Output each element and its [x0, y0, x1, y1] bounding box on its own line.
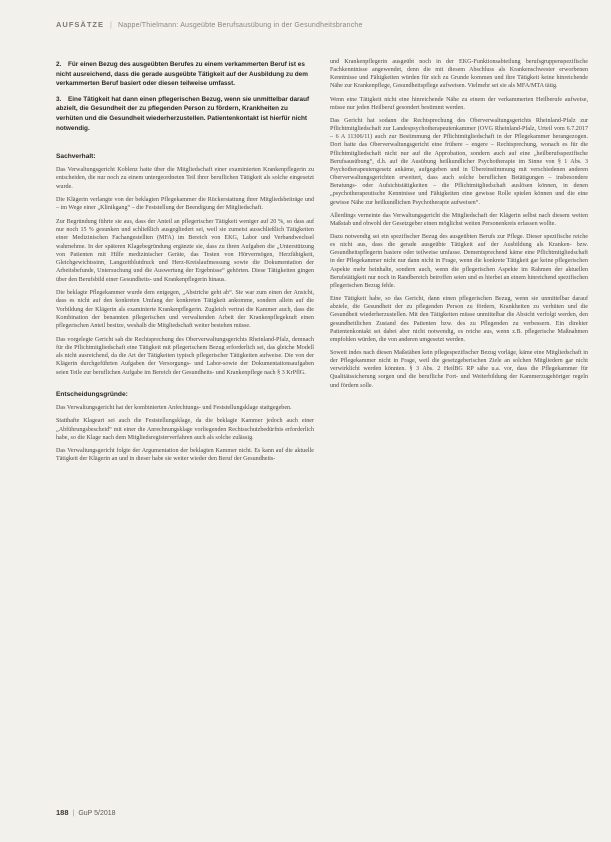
paragraph: Dazu notwendig sei ein spezifischer Bezug des ausgeübten Berufs zur Pflege. Dieser spezifische reiche es nicht aus, dass die gerade ausgeübte Tätigkeit auf der Ausbildung als Kranken- bzw. Gesundheitspflegerin basiere oder teilweise umfasse. Dementsprechend käme eine Pflichtmitgliedschaft in der Pflegekammer nicht nur dann nicht in Frage, wenn die konkrete Tätigkeit gar keine pflegerischen Aspekte mehr beinhalte, sondern auch, wenn die pflegerischen Aspekte im Rahmen der aktuellen Berufstätigkeit nur noch in Randbereich betroffen seien und es hierbei an einem hinreichend spezifischen pflegerischen Bezug fehle. — [330, 233, 588, 289]
running-header — [56, 20, 571, 29]
paragraph: Das vorgelegte Gericht sah die Rechtsprechung des Oberverwaltungsgerichts Rheinland-Pfalz, demnach für die Pflichtmitgliedschaft eine Tätigkeit mit pflegerischem Bezug erforderlich sei, das gleiche Modell als nicht ausreichend, da die Art der Tätigkeiten typisch pflegerischer Tätigkeiten aufweise. Die von der Klägerin durchgeführten Aufgaben der Versorgungs- und Labor-sowie der Dokumentationsaufgaben seien Teile zur beruflichen Aufgabe im Bereich der Gesundheits- und Krankenpflege nach § 3 KrPflG. — [56, 336, 314, 376]
paragraph: Das Verwaltungsgericht Koblenz hatte über die Mitgliedschaft einer examinierten Krankenpflegerin zu entscheiden, die nur noch zu einem untergeordneten Teil ihrer beruflichen Tätigkeit als solche eingesetzt wurde. — [56, 167, 314, 190]
headnote-item-2: 2. Für einen Bezug des ausgeübten Berufes zu einem verkammerten Beruf ist es nicht ausreichend, dass die gerade ausgeübte Tätigkeit auf der Ausbildung zu dem verkammerten Beruf basiert oder diesen teilweise umfasst. — [56, 61, 308, 88]
left-column — [56, 60, 314, 469]
right-column — [330, 58, 588, 395]
journal-issue: GuP 5/2018 — [78, 810, 116, 817]
paragraph: Das Verwaltungsgericht hat der kombinierten Anfechtungs- und Feststellungsklage stattgegeben. — [56, 404, 292, 411]
paragraph: Soweit indes nach diesen Maßstäben kein pflegespezifischer Bezug vorläge, käme eine Mitgliedschaft in der Pflegekammer nicht in Frage, weil die gesetzgeberischen Ziele an solchen Mitgliedern gar nicht verwirklicht werden könnten. § 3 Abs. 2 HeilBG RP sähe u.a. vor, dass die Pflegekammer für Qualitätssicherung sorgen und die berufliche Fort- und Weiterbildung der Kammerzugehöriger regeln und fördern solle. — [330, 350, 588, 389]
section-label: AUFSÄTZE — [56, 20, 104, 29]
footer-separator: | — [72, 810, 75, 817]
page-number: 188 — [56, 808, 69, 817]
page-footer — [56, 808, 116, 817]
header-title: Nappe/Thielmann: Ausgeübte Berufsausübung in der Gesundheitsbranche — [118, 22, 363, 29]
paragraph: Wenn eine Tätigkeit nicht eine hinreichende Nähe zu einem der verkammerten Heilberufe aufweise, müsse nur jeden Heilberuf gesondert bestimmt werden. — [330, 96, 588, 111]
paragraph: Allerdings verneinte das Verwaltungsgericht die Mitgliedschaft der Klägerin selbst nach diesem weiten Maßstab und obwohl der Gesetzgeber einen möglichst weiten Personenkreis erfassen wollte. — [330, 212, 588, 227]
paragraph: und Krankenpflegerin ausgeübt noch in der EKG-Funktionsabteilung berufsgruppenspezifische Fachkenntnisse angewendet, denn die mit diesem Abschluss als Krankenschwester erworbenen Kenntnisse und Fähigkeiten würden für sich zu Grunde kommen und ihre Tätigkeit keine hinreichende Nähe zur Krankenpflege, Gesundheitspflege aufweisen. Vielmehr sei sie als MFA/MTA tätig. — [330, 59, 588, 90]
paragraph: Eine Tätigkeit habe, so das Gericht, dann einen pflegerischen Bezug, wenn sie unmittelbar darauf abziele, die Gesundheit der zu pflegenden Person zu fördern, Krankheiten zu verhüten und die Gesundheit wiederherzustellen. Mit den Tätigkeiten müsse unmittelbar die Absicht verfolgt werden, den gesundheitlichen Zustand des Patienten bzw. des zu Pflegenden zu verbessern. Ein direkter Patientenkontakt sei dabei aber nicht notwendig, es reiche aus, wenn z.B. pflegerische Maßnahmen empfohlen würden, die von anderen umgesetzt werden. — [330, 296, 588, 343]
paragraph: Die beklagte Pflegekammer wurde dem entgegen, „Abstriche geht ab“. Sie war zum einen der Ansicht, dass es nicht auf den konkreten Umfang der konkreten Tätigkeit ankomme, sondern allein auf die Vorbildung der Klägerin als examinierte Krankenpflegerin. Zugleich vertrat die Kammer auch, dass die Kombination der benannten pflegerischen und verwaltenden Arbeit der Krankenpflegekraft einen pflegerischen Anteil besitze, weshalb die Mitgliedschaft weiter bestehen müsse. — [56, 290, 314, 330]
paragraph: Zur Begründung führte sie aus, dass der Anteil an pflegerischer Tätigkeit weniger auf 20 %, so dass auf nur noch 15 % gesunken und schließlich ausgegliedert sei, weil sie zumeist ausschließlich Tätigkeiten einer Medizinischen Fachangestellten (MFA) im Bereich von EKG, Labor und Verbandwechsel wahrnehme. In der späteren Klagebegründung ergänzte sie, dass zu ihren Aufgaben die „Unterstützung von Patienten mit Hilfe medizinischer Geräte, das Testen von Hörvermögen, Herzfähigkeit, Gleichgewichtssinn, Langzeitblutdruck und Herz-Kreislaufmessung sowie die Dokumentation der Arbeitsbefunde, Untersuchung und die Auswertung der Ergebnisse“ gehörten. Diese Tätigkeiten gingen über den Berufsbild einer Gesundheits- und Krankenpflegerin hinaus. — [56, 218, 314, 283]
paragraph: Die Klägerin verlangte von der beklagten Pflegekammer die Rückerstattung ihrer Mitgliedsbeiträge und – im Wege einer „Klinikgang“ – die Feststellung der Beendigung der Mitgliedschaft. — [56, 197, 314, 212]
section-heading-facts: Sachverhalt: — [56, 153, 96, 161]
headnote-item-3: 3. Eine Tätigkeit hat dann einen pflegerischen Bezug, wenn sie unmittelbar darauf abzielt, die Gesundheit der zu pflegenden Person zu fördern, Krankheiten zu verhüten und die Gesundheit wiederherzustellen. Patientenkontakt ist hierfür nicht notwendig. — [56, 95, 310, 132]
section-heading-reasons: Entscheidungsgründe: — [56, 390, 128, 398]
header-separator: | — [110, 22, 113, 29]
paragraph: Das Gericht hat sodann die Rechtsprechung des Oberverwaltungsgerichts Rheinland-Pfalz zur Pflichtmitgliedschaft zur Landespsychotherapeutenkammer (OVG Rheinland-Pfalz, Urteil vom 6.7.2017 – 6 A 11306/11) auch zur Bestimmung der Pflichtmitgliedschaft in der Pflegekammer herangezogen. Dort hatte das Oberverwaltungsgericht eine frühere – engere – Rechtsprechung, wonach es für die Pflichtmitgliedschaft nicht nur auf die Approbation, sondern auch auf eine „heilberufsspezifische Berufsausübung“, d.h. auf die Ausübung heilkundlicher Psychotherapie im Sinne von § 1 Abs. 3 Psychotherapeutengesetz ankäme, aufgegeben und in Übereinstimmung mit verschiedenen anderen Oberverwaltungsgerichten erweitert, dass auch solche beruflichen Betätigungen – insbesondere Beratungs- oder Aufsichtstätigkeiten – die Pflichtmitgliedschaft auslösen können, in denen „psychotherapeutische Kenntnisse und Fähigkeiten eine gewisse Rolle spielen können und die eine gewisse Nähe zur heilkundlichen Psychotherapie aufweisen“. — [330, 117, 588, 206]
paragraph: Das Verwaltungsgericht folgte der Argumentation der beklagten Kammer nicht. Es kann auf die aktuelle Tätigkeit der Klägerin an und in dieser habe sie weiter wieder den Beruf der Gesundheits- — [56, 448, 314, 463]
paragraph: Statthafte Klageart sei auch die Feststellungsklage, da die beklagte Kammer jedoch auch einer „Abführungsbescheid“ mit einer die Anrechnungsklage vorliegenden Rechtsschutzbedürfnis erforderlich habe, so die Klage nach dem Mitgliedsregisterverfahren auch als solche zulässig. — [56, 418, 314, 441]
